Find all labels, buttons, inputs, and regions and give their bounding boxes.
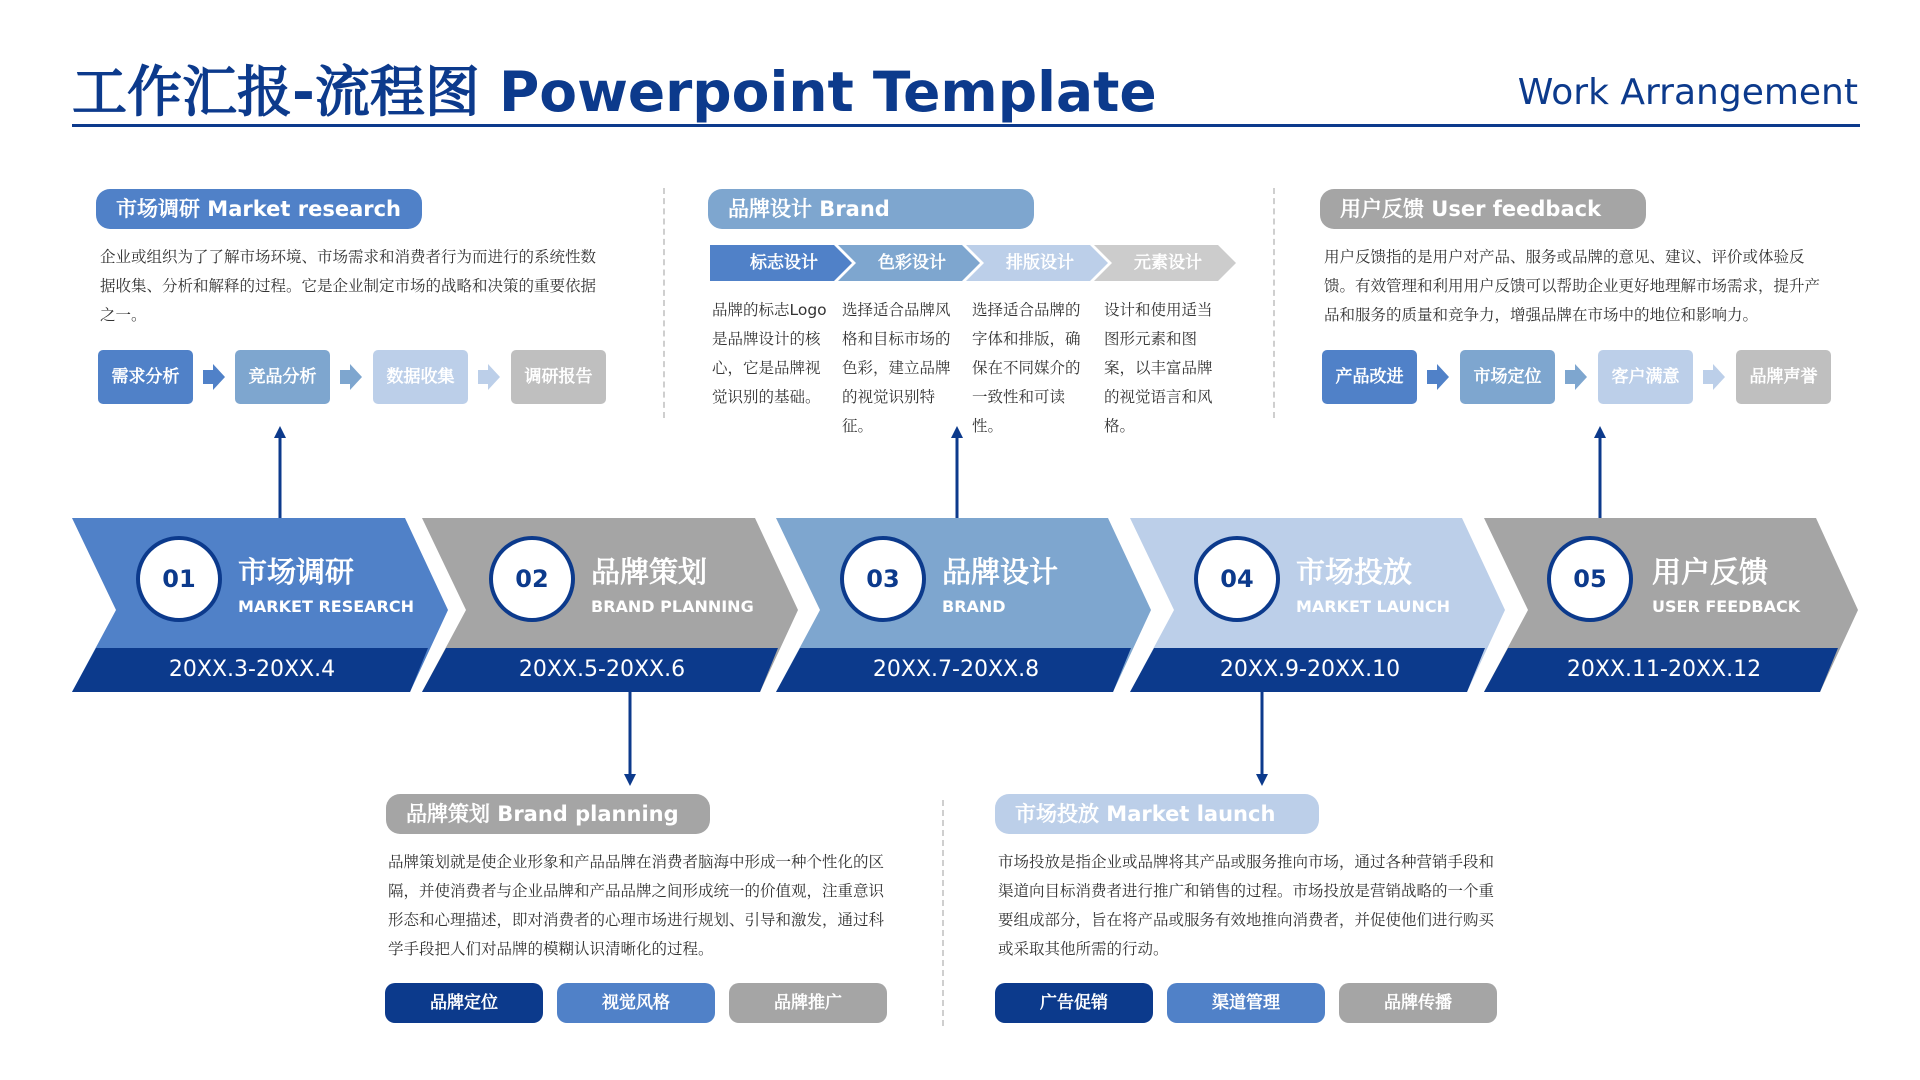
step-name-5: 用户反馈 [1652, 555, 1769, 589]
launch-tag-2: 渠道管理 [1167, 983, 1325, 1023]
step-en-1: MARKET RESEARCH [238, 597, 414, 616]
brand-title-pill: 品牌设计 Brand [708, 189, 1034, 229]
research-title-pill: 市场调研 Market research [96, 189, 422, 229]
step-time-1: 20XX.3-20XX.4 [168, 657, 336, 682]
planning-tag-2: 视觉风格 [557, 983, 715, 1023]
step-name-1: 市场调研 [238, 555, 355, 589]
arrow-right-icon [1427, 364, 1449, 390]
planning-title-pill: 品牌策划 Brand planning [386, 794, 710, 834]
launch-tag-3: 品牌传播 [1339, 983, 1497, 1023]
feedback-flow-2: 市场定位 [1460, 350, 1555, 404]
arrow-right-icon [340, 364, 362, 390]
launch-tag-1: 广告促销 [995, 983, 1153, 1023]
brand-col-color: 选择适合品牌风格和目标市场的色彩，建立品牌的视觉识别特征。 [842, 301, 951, 435]
page-subtitle: Work Arrangement [1517, 72, 1858, 113]
planning-tag-3: 品牌推广 [729, 983, 887, 1023]
feedback-description: 用户反馈指的是用户对产品、服务或品牌的意见、建议、评价或体验反馈。有效管理和利用用户反馈可以帮助企业更好地理解市场需求，提升产品和服务的质量和竞争力，增强品牌在市场中的地位和影响力。 [1324, 248, 1821, 324]
research-flow-2: 竞品分析 [235, 350, 330, 404]
arrow-right-icon [203, 364, 225, 390]
step-time-5: 20XX.11-20XX.12 [1566, 657, 1762, 682]
step-number-5: 05 [1547, 536, 1633, 622]
brand-col-type: 选择适合品牌的字体和排版，确保在不同媒介的一致性和可读性。 [972, 301, 1081, 435]
brand-chevron-1: 标志设计 [750, 253, 818, 273]
arrow-right-icon [1703, 364, 1725, 390]
step-number-4: 04 [1194, 536, 1280, 622]
launch-title-pill: 市场投放 Market launch [995, 794, 1319, 834]
arrow-right-icon [1565, 364, 1587, 390]
feedback-flow-3: 客户满意 [1598, 350, 1693, 404]
feedback-title-pill: 用户反馈 User feedback [1320, 189, 1646, 229]
step-en-4: MARKET LAUNCH [1296, 597, 1451, 616]
research-flow-3: 数据收集 [373, 350, 468, 404]
step-number-2: 02 [489, 536, 575, 622]
step-time-3: 20XX.7-20XX.8 [872, 657, 1040, 682]
launch-description: 市场投放是指企业或品牌将其产品或服务推向市场，通过各种营销手段和渠道向目标消费者进行推广和销售的过程。市场投放是营销战略的一个重要组成部分，旨在将产品或服务有效地推向消费者，并促使他们进行购买或采取其他所需的行动。 [998, 853, 1495, 958]
step-name-4: 市场投放 [1296, 555, 1413, 589]
step-en-3: BRAND [942, 597, 1006, 616]
feedback-flow-4: 品牌声誉 [1736, 350, 1831, 404]
brand-col-element: 设计和使用适当图形元素和图案，以丰富品牌的视觉语言和风格。 [1104, 301, 1213, 435]
step-number-1: 01 [136, 536, 222, 622]
step-time-2: 20XX.5-20XX.6 [518, 657, 686, 682]
step-name-2: 品牌策划 [591, 555, 708, 589]
step-name-3: 品牌设计 [942, 555, 1059, 589]
step-en-2: BRAND PLANNING [591, 597, 754, 616]
brand-col-logo: 品牌的标志Logo是品牌设计的核心，它是品牌视觉识别的基础。 [712, 301, 827, 406]
page-title: 工作汇报-流程图 Powerpoint Template [72, 60, 1157, 124]
feedback-flow-1: 产品改进 [1322, 350, 1417, 404]
brand-chevron-3: 排版设计 [1006, 253, 1074, 273]
brand-chevron-4: 元素设计 [1134, 253, 1202, 273]
brand-chevron-2: 色彩设计 [878, 253, 946, 273]
planning-tag-1: 品牌定位 [385, 983, 543, 1023]
step-number-3: 03 [840, 536, 926, 622]
research-flow-4: 调研报告 [511, 350, 606, 404]
step-en-5: USER FEEDBACK [1652, 597, 1801, 616]
arrow-right-icon [478, 364, 500, 390]
research-flow-1: 需求分析 [98, 350, 193, 404]
planning-description: 品牌策划就是使企业形象和产品品牌在消费者脑海中形成一种个性化的区隔，并使消费者与企业品牌和产品品牌之间形成统一的价值观，注重意识形态和心理描述，即对消费者的心理市场进行规划、引导和激发，通过科学手段把人们对品牌的模糊认识清晰化的过程。 [388, 853, 885, 958]
research-description: 企业或组织为了了解市场环境、市场需求和消费者行为而进行的系统性数据收集、分析和解释的过程。它是企业制定市场的战略和决策的重要依据之一。 [100, 248, 597, 324]
step-time-4: 20XX.9-20XX.10 [1219, 657, 1401, 682]
